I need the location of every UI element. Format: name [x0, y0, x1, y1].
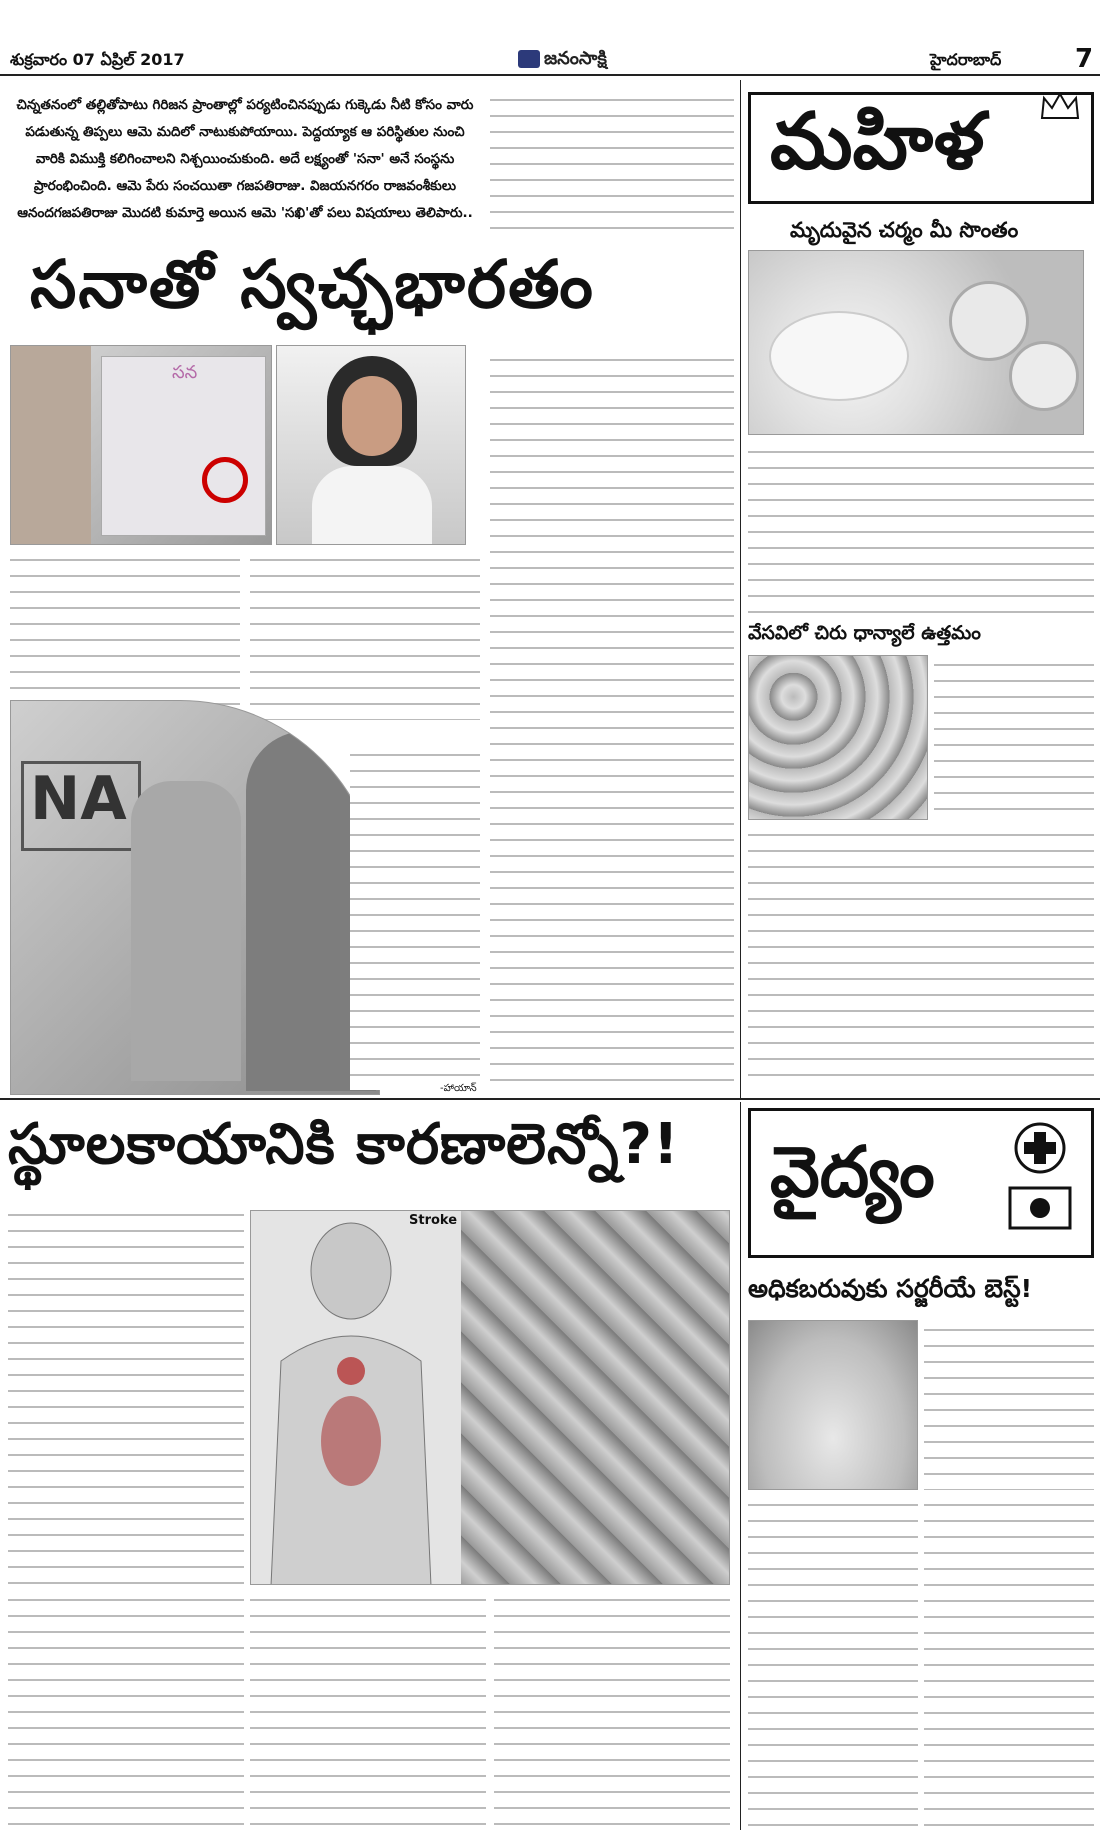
stroke-label: Stroke — [409, 1213, 458, 1228]
vaidyam-section-title: వైద్యం — [770, 1130, 935, 1213]
human-body-figure — [251, 1211, 451, 1585]
obesity-illustration — [250, 1210, 730, 1585]
vaidyam-text-bottom-right — [924, 1495, 1094, 1828]
story2-headline: స్థూలకాయానికి కారణాలెన్నో?! — [8, 1112, 680, 1177]
story1-text-right — [490, 350, 734, 1090]
old-man-figure — [131, 781, 241, 1081]
lemon-bowl-photo — [748, 250, 1084, 435]
story2-text-left — [8, 1205, 244, 1585]
obese-belly-photo — [748, 1320, 918, 1490]
mahila-subheadline: వేసవిలో చిరు ధాన్యాలే ఉత్తమం — [748, 622, 981, 644]
blood-vessel-closeup — [461, 1211, 730, 1585]
vaidyam-text-left — [748, 1495, 918, 1828]
lemon-slice-1 — [949, 281, 1029, 361]
header-city: హైదరాబాద్ — [930, 50, 1002, 69]
mahila-text-3 — [748, 825, 1094, 1090]
no-water-waste-icon — [202, 457, 248, 503]
story2-text-mid — [250, 1590, 486, 1828]
medical-cross-icon — [990, 1118, 1085, 1238]
header-date: శుక్రవారం 07 ఏప్రిల్ 2017 — [10, 50, 185, 69]
mahila-text-1 — [748, 442, 1094, 617]
lemon-slice-2 — [1009, 341, 1079, 411]
crown-icon — [1040, 92, 1080, 120]
old-man-with-sanchaita-photo: NA — [10, 700, 380, 1095]
story1-text-mid — [250, 550, 480, 720]
portrait-shirt — [312, 466, 432, 545]
section-divider — [0, 1098, 1100, 1100]
mahila-headline: మృదువైన చర్మం మీ సొంతం — [790, 218, 1019, 242]
vaidyam-text-right — [924, 1320, 1094, 1490]
logo-icon — [518, 50, 540, 68]
logo-text: జనంసాక్షి — [544, 48, 607, 69]
story1-text-wrap — [350, 745, 480, 1090]
vaidyam-headline: అధికబరువుకు సర్జరీయే బెస్ట్! — [748, 1274, 1033, 1303]
header-rule — [0, 74, 1100, 76]
sana-poster-photo — [10, 345, 272, 545]
bowl-shape — [769, 311, 909, 401]
column-divider-bottom — [740, 1102, 741, 1830]
story2-text-bottom-left — [8, 1590, 244, 1828]
woman-figure — [11, 346, 91, 545]
page-header — [0, 0, 1100, 74]
story1-byline: -హాయాన్ — [440, 1083, 477, 1094]
mahila-section-title: మహిళ — [770, 96, 985, 187]
sanchaita-portrait-photo — [276, 345, 466, 545]
story1-intro: చిన్నతనంలో తల్లితోపాటు గిరిజన ప్రాంతాల్లో పర్యటించినప్పుడు గుక్కెడు నీటి కోసం వారు పడుతున్న తిప్పలు ఆమె మదిలో నాటుకుపోయాయి. పెద్దయ్యాక ఆ పరిస్థితుల నుంచి వారికి విముక్తి కలిగించాలని నిశ్చయించుకుంది. అదే లక్ష్యంతో 'సనా' అనే సంస్థను ప్రారంభించింది. ఆమె పేరు సంచయితా గజపతిరాజు. విజయనగరం రాజవంశీకులు ఆనందగజపతిరాజు మొదటి కుమార్తె అయిన ఆమె 'సఖి'తో పలు విషయాలు తెలిపారు.. — [16, 97, 474, 221]
column-divider-top — [740, 80, 741, 1098]
story1-headline: సనాతో స్వచ్ఛభారతం — [30, 246, 595, 323]
sign-text: సన — [172, 362, 198, 383]
story2-text-right — [494, 1590, 730, 1828]
story1-text-top — [490, 90, 734, 238]
sana-sign — [101, 356, 266, 536]
mahila-text-2 — [934, 655, 1094, 820]
story1-text-left — [10, 550, 240, 720]
newspaper-logo — [518, 48, 607, 73]
portrait-face — [342, 376, 402, 456]
page-number: 7 — [1075, 44, 1094, 74]
millets-bowls-photo — [748, 655, 928, 820]
